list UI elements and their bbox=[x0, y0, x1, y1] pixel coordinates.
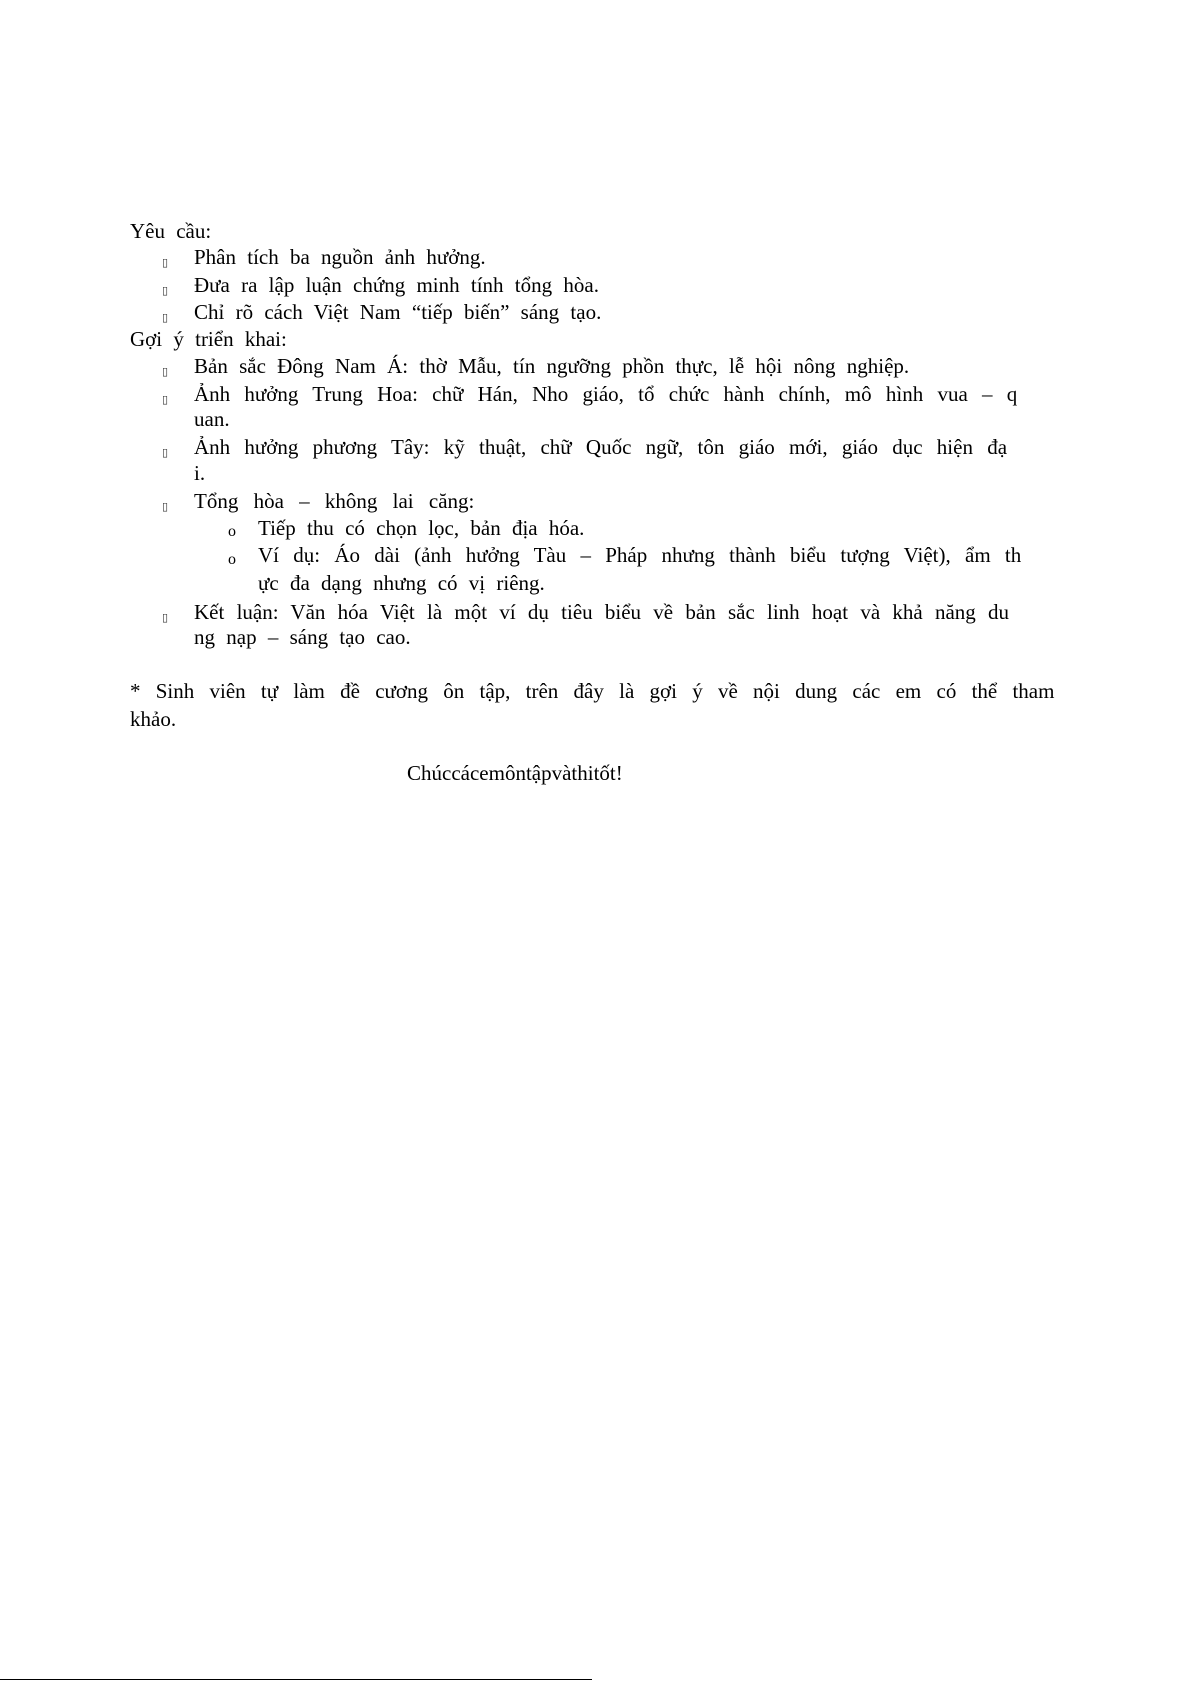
closing-text: Chúccácemôntậpvàthitốt! bbox=[407, 761, 623, 785]
suggestion-item: Bản sắc Đông Nam Á: thờ Mẫu, tín ngưỡng phồn thực, lễ hội nông nghiệp. bbox=[194, 354, 910, 378]
bullet-icon: ▯ bbox=[162, 500, 169, 513]
note-text: * Sinh viên tự làm đề cương ôn tập, trên đây là gợi ý về nội dung các em có thể tham bbox=[130, 679, 1055, 703]
suggestion-item-continuation: uan. bbox=[194, 407, 230, 431]
suggestion-item: Tổng hòa – không lai căng: bbox=[194, 489, 475, 513]
footnote-divider bbox=[0, 1679, 592, 1680]
requirement-item: Chỉ rõ cách Việt Nam “tiếp biến” sáng tạo. bbox=[194, 300, 602, 324]
suggestion-subitem: Tiếp thu có chọn lọc, bản địa hóa. bbox=[258, 516, 585, 540]
requirement-item: Phân tích ba nguồn ảnh hưởng. bbox=[194, 245, 486, 269]
bullet-icon: ▯ bbox=[162, 365, 169, 378]
suggestion-subitem: Ví dụ: Áo dài (ảnh hưởng Tàu – Pháp nhưng thành biểu tượng Việt), ẩm th bbox=[258, 543, 1022, 567]
sub-bullet-icon: o bbox=[228, 523, 236, 540]
bullet-icon: ▯ bbox=[162, 311, 169, 324]
suggestion-item: Ảnh hưởng Trung Hoa: chữ Hán, Nho giáo, tổ chức hành chính, mô hình vua – q bbox=[194, 382, 1018, 406]
bullet-icon: ▯ bbox=[162, 393, 169, 406]
suggestion-item-continuation: ng nạp – sáng tạo cao. bbox=[194, 625, 411, 649]
suggestion-item: Kết luận: Văn hóa Việt là một ví dụ tiêu biểu về bản sắc linh hoạt và khả năng du bbox=[194, 600, 1010, 624]
requirement-item: Đưa ra lập luận chứng minh tính tổng hòa. bbox=[194, 273, 599, 297]
suggestion-item-continuation: i. bbox=[194, 461, 206, 485]
heading-suggestions: Gợi ý triển khai: bbox=[130, 327, 287, 351]
suggestion-subitem-continuation: ực đa dạng nhưng có vị riêng. bbox=[258, 571, 545, 595]
suggestion-item: Ảnh hưởng phương Tây: kỹ thuật, chữ Quốc ngữ, tôn giáo mới, giáo dục hiện đạ bbox=[194, 435, 1008, 459]
bullet-icon: ▯ bbox=[162, 256, 169, 269]
note-text-continuation: khảo. bbox=[130, 707, 177, 731]
sub-bullet-icon: o bbox=[228, 551, 236, 568]
bullet-icon: ▯ bbox=[162, 284, 169, 297]
heading-requirements: Yêu cầu: bbox=[130, 219, 212, 243]
bullet-icon: ▯ bbox=[162, 611, 169, 624]
bullet-icon: ▯ bbox=[162, 446, 169, 459]
